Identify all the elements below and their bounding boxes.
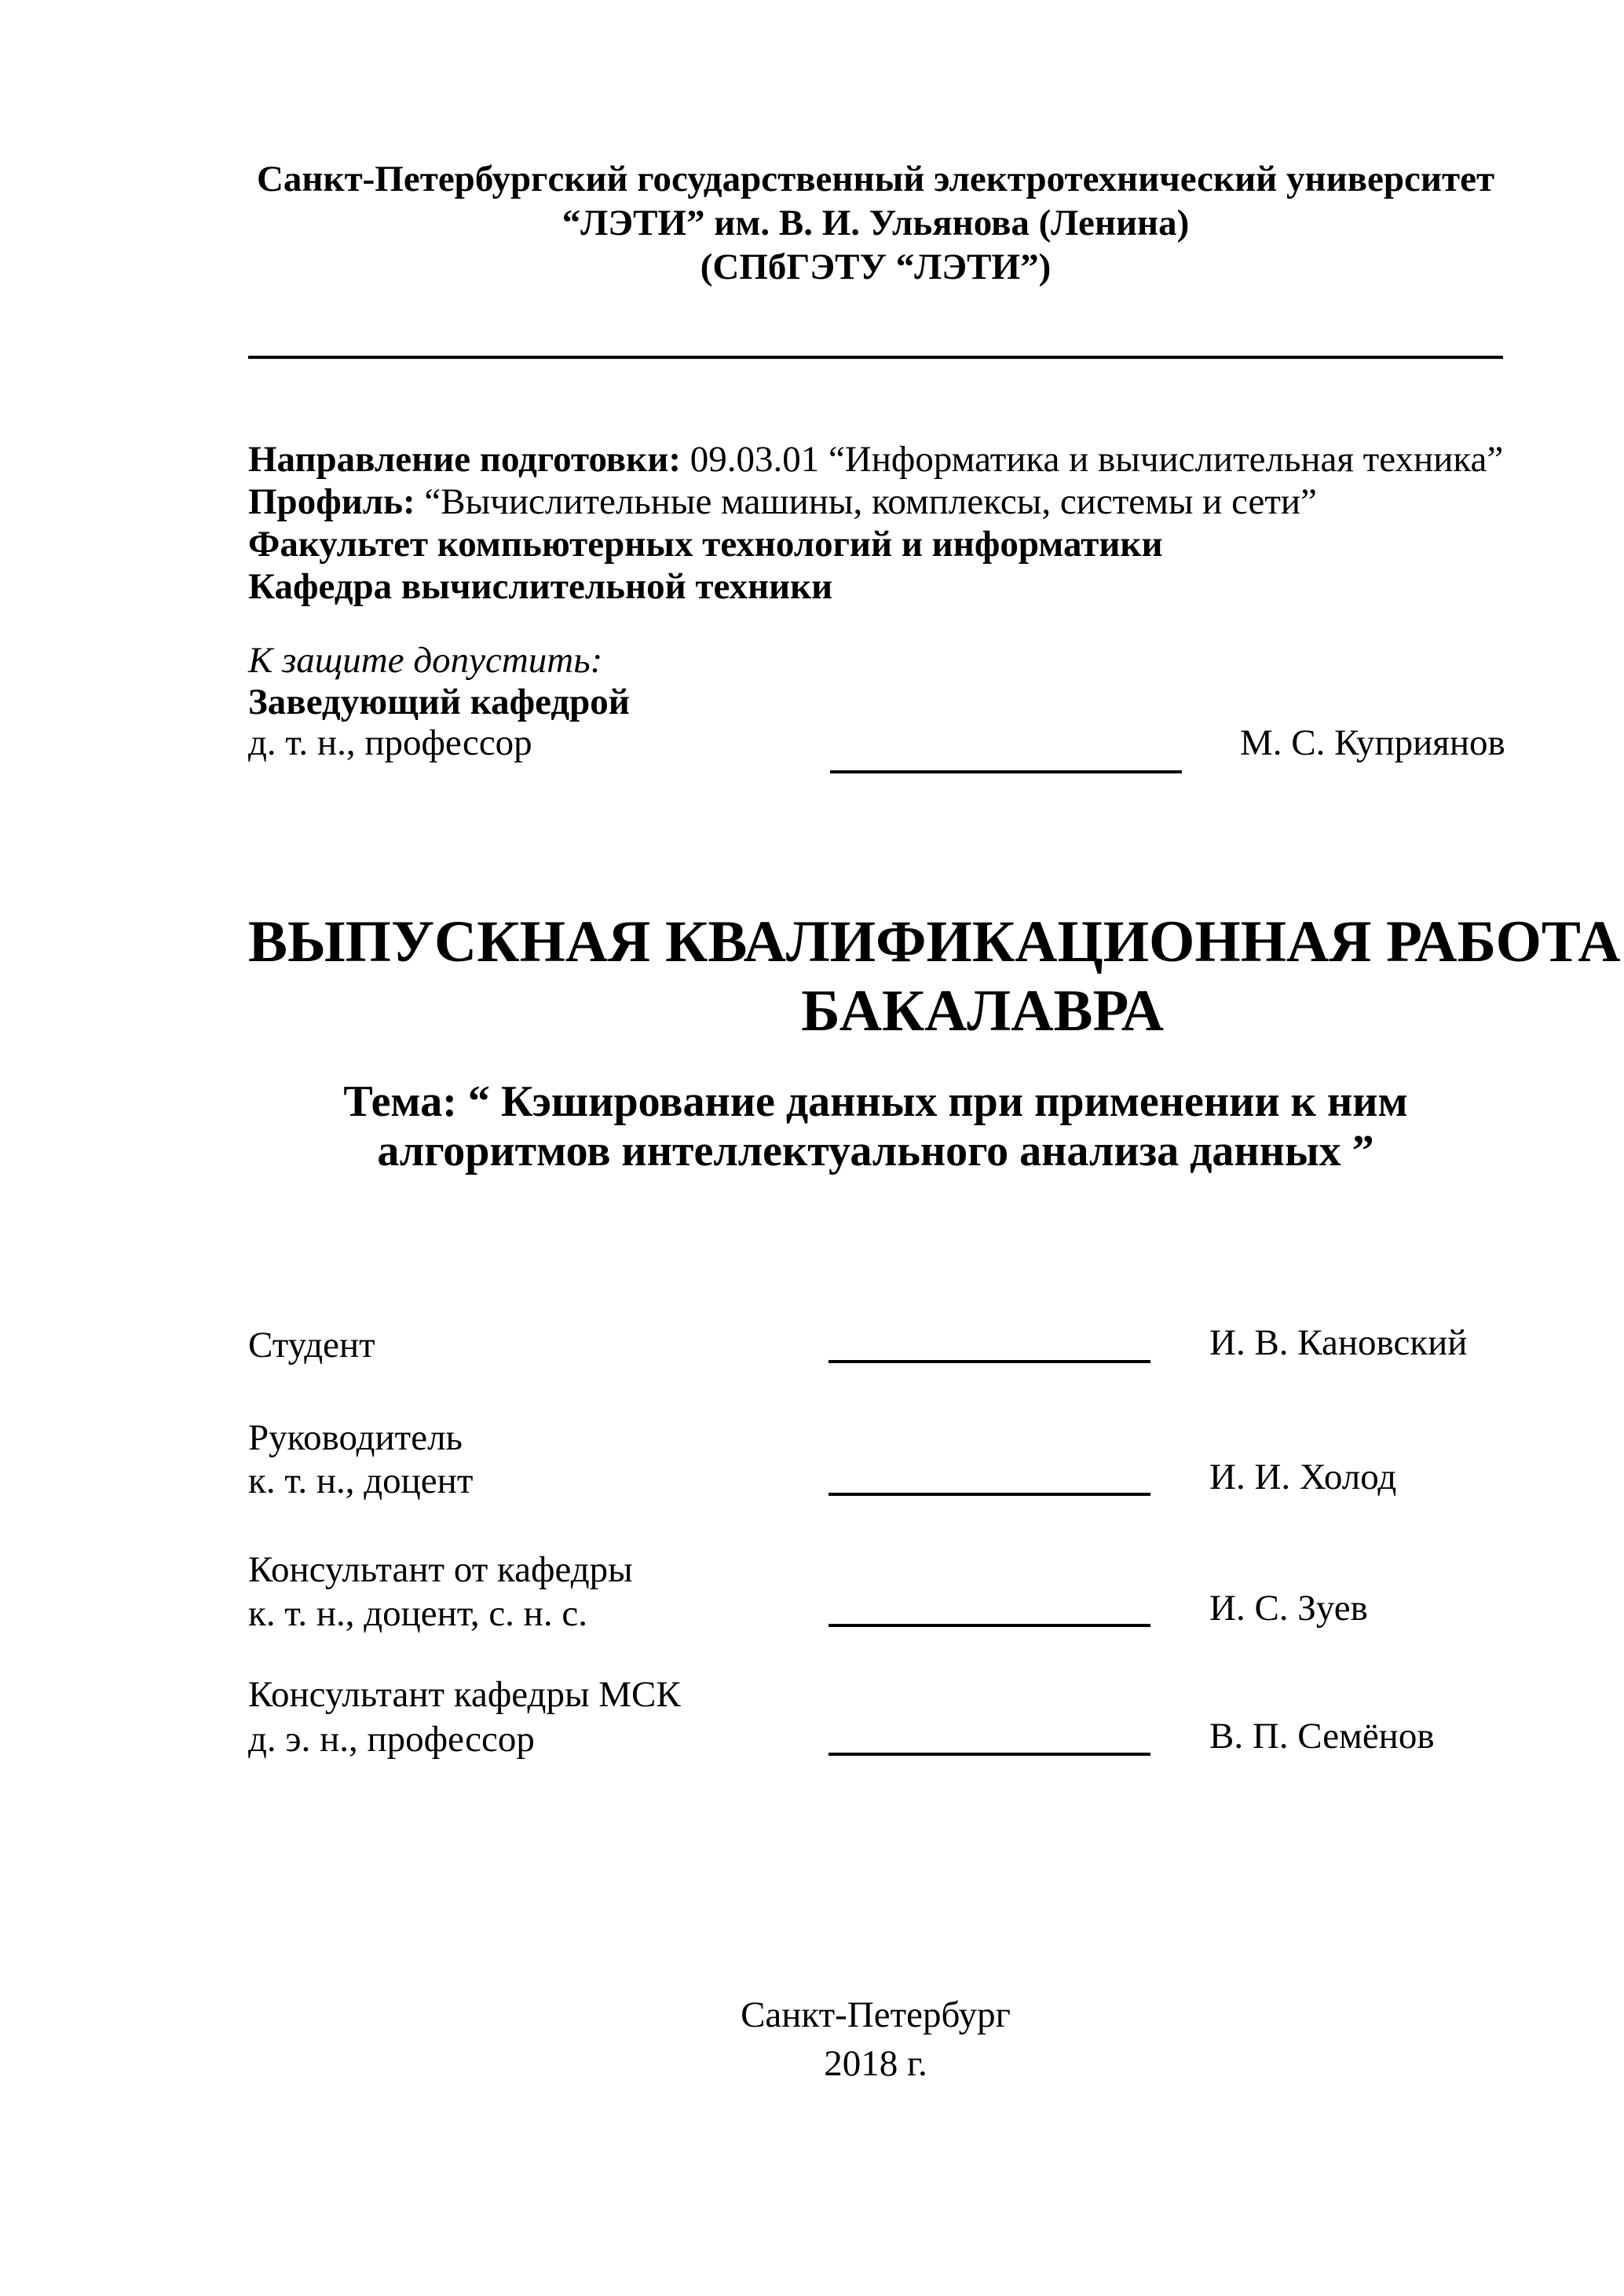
signature-role: Студент <box>248 1325 375 1366</box>
university-abbreviation-line: (СПбГЭТУ “ЛЭТИ”) <box>700 247 1052 287</box>
profile-label: Профиль: <box>248 481 415 522</box>
department-line: Кафедра вычислительной техники <box>248 566 833 607</box>
signature-role: Консультант кафедры МСК <box>248 1674 681 1715</box>
university-header <box>248 157 1503 289</box>
footer-city: Санкт-Петербург <box>741 1994 1011 2035</box>
signature-name: И. И. Холод <box>1209 1457 1397 1497</box>
signature-degree: к. т. н., доцент, с. н. с. <box>248 1593 587 1634</box>
signature-name: В. П. Семёнов <box>1209 1716 1435 1757</box>
thesis-title-line1: ВЫПУСКНАЯ КВАЛИФИКАЦИОННАЯ РАБОТА <box>248 909 1621 974</box>
head-degree-line: д. т. н., профессор <box>248 722 532 763</box>
thesis-theme-line1: Тема: “ Кэширование данных при применении к ним <box>343 1077 1408 1126</box>
signature-degree: к. т. н., доцент <box>248 1461 474 1501</box>
head-signature-line <box>830 770 1182 773</box>
direction-value: 09.03.01 “Информатика и вычислительная техника” <box>689 439 1504 480</box>
university-name-line: Санкт-Петербургский государственный электротехнический университет <box>256 159 1495 199</box>
faculty-line: Факультет компьютерных технологий и информатики <box>248 524 1163 565</box>
profile-value: “Вычислительные машины, комплексы, системы и сети” <box>424 481 1317 522</box>
thesis-theme-line2: алгоритмов интеллектуального анализа данных ” <box>377 1127 1374 1175</box>
university-name-line: “ЛЭТИ” им. В. И. Ульянова (Ленина) <box>561 203 1190 243</box>
signature-degree: д. э. н., профессор <box>248 1719 535 1760</box>
profile-line <box>248 481 1544 523</box>
signature-line <box>828 1360 1150 1363</box>
footer-year: 2018 г. <box>824 2043 927 2084</box>
signature-role: Руководитель <box>248 1417 463 1458</box>
program-block <box>248 438 1544 608</box>
divider-rule <box>248 356 1503 359</box>
signature-role: Консультант от кафедры <box>248 1549 633 1590</box>
signature-line <box>828 1493 1150 1496</box>
signature-line <box>828 1753 1150 1756</box>
head-role-line: Заведующий кафедрой <box>248 682 630 722</box>
direction-line <box>248 438 1544 481</box>
signature-name: И. С. Зуев <box>1209 1588 1368 1629</box>
thesis-title-line2: БАКАЛАВРА <box>801 978 1164 1044</box>
direction-label: Направление подготовки: <box>248 439 681 480</box>
signature-line <box>828 1624 1150 1627</box>
head-name: М. С. Куприянов <box>1240 722 1505 763</box>
permit-line: К защите допустить: <box>248 640 603 681</box>
signature-name: И. В. Кановский <box>1209 1322 1468 1363</box>
